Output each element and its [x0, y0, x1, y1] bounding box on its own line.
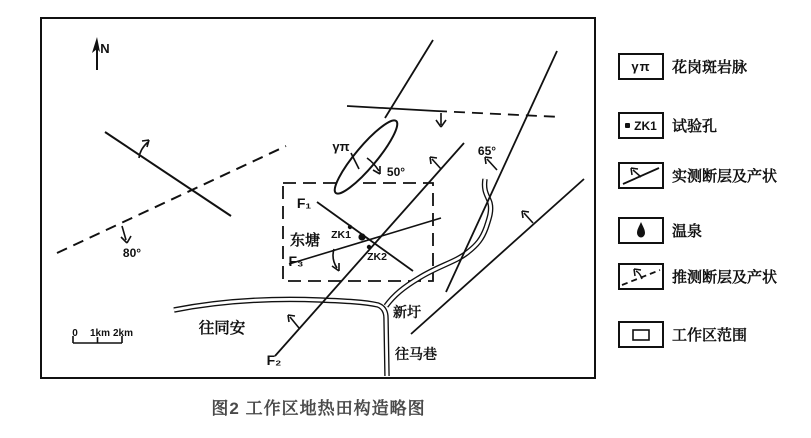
fault-label-f2: F₂: [266, 352, 282, 368]
drillhole-label-zk1: ZK1: [331, 229, 351, 241]
measured-fault-west: [105, 132, 231, 216]
faults: [57, 40, 584, 356]
work-area-symbol-box: [618, 321, 664, 348]
north-arrow: [92, 37, 110, 70]
measured-fault-symbol-box: [618, 162, 664, 189]
measured-fault-icon: [620, 164, 662, 187]
dip-label-50: 50°: [386, 165, 406, 179]
f2-arrow-south: [288, 315, 299, 328]
map-frame: [41, 18, 595, 378]
hot-spring-dot: [358, 233, 365, 240]
scale-tick-1km: 1km: [89, 328, 111, 339]
north-label: N: [100, 41, 110, 56]
work-area-icon: [620, 323, 662, 346]
drillhole-dot-icon: [625, 123, 630, 128]
drillhole-symbol-text: ZK1: [634, 118, 657, 133]
dike-label: γπ: [332, 139, 350, 154]
fault-65: [446, 51, 557, 292]
legend-item-hot-spring: [618, 217, 702, 244]
legend-item-drillhole: [618, 112, 717, 139]
river-black: [386, 179, 491, 306]
dip-label-80: 80°: [122, 246, 142, 260]
hot-spring-icon: [620, 219, 662, 242]
scale-tick-2km: 2km: [112, 328, 134, 339]
f2-arrow-north: [430, 157, 441, 169]
legend-item-measured-fault: [618, 162, 777, 189]
fault-f2: [275, 143, 464, 356]
drillhole-label-zk2: ZK2: [367, 251, 387, 263]
road-label-maxiang: 往马巷: [395, 346, 437, 362]
legend: [618, 0, 808, 438]
road-label-tongan: 往同安: [198, 320, 246, 337]
fault-label-f3: F₃: [288, 253, 304, 269]
legend-item-inferred-fault: [618, 263, 777, 290]
f3-dip-arrow: [332, 249, 339, 271]
figure-caption: 图2 工作区地热田构造略图: [211, 399, 426, 418]
place-label-xinxu: 新圩: [393, 304, 421, 320]
scale-bar: [72, 328, 133, 343]
drillhole-symbol-box: [618, 112, 664, 139]
legend-label-hot-spring: 温泉: [672, 223, 703, 240]
zk2-dot: [367, 245, 371, 249]
legend-label-inferred-fault: 推测断层及产状: [672, 269, 778, 286]
top-fault-arrow: [436, 113, 446, 127]
legend-label-work-area: 工作区范围: [672, 327, 748, 344]
legend-label-measured-fault: 实测断层及产状: [672, 168, 778, 185]
granite-porphyry-dike: [328, 114, 405, 200]
ne-fault-segment: [385, 40, 433, 118]
dip-label-65: 65°: [477, 144, 497, 158]
dip-arrow-80: [121, 226, 131, 243]
inferred-fault-symbol-box: [618, 263, 664, 290]
legend-label-dike: 花岗斑岩脉: [672, 59, 748, 76]
dike-symbol-text: γπ: [631, 59, 651, 74]
inferred-fault-icon: [620, 265, 662, 288]
inferred-fault-west: [57, 146, 286, 253]
fault-label-f1: F₁: [296, 195, 312, 211]
top-fault-dashed: [436, 111, 561, 117]
east-fault-arrow: [522, 211, 533, 223]
dike-symbol-box: [618, 53, 664, 80]
legend-item-work-area: [618, 321, 747, 348]
fault-east: [411, 179, 584, 334]
hot-spring-symbol-box: [618, 217, 664, 244]
scale-tick-0: 0: [72, 328, 78, 339]
place-label-dongtang: 东塘: [289, 232, 321, 249]
legend-item-dike: [618, 53, 747, 80]
legend-label-drillhole: 试验孔: [672, 118, 718, 135]
dip-arrow-65: [485, 157, 497, 170]
